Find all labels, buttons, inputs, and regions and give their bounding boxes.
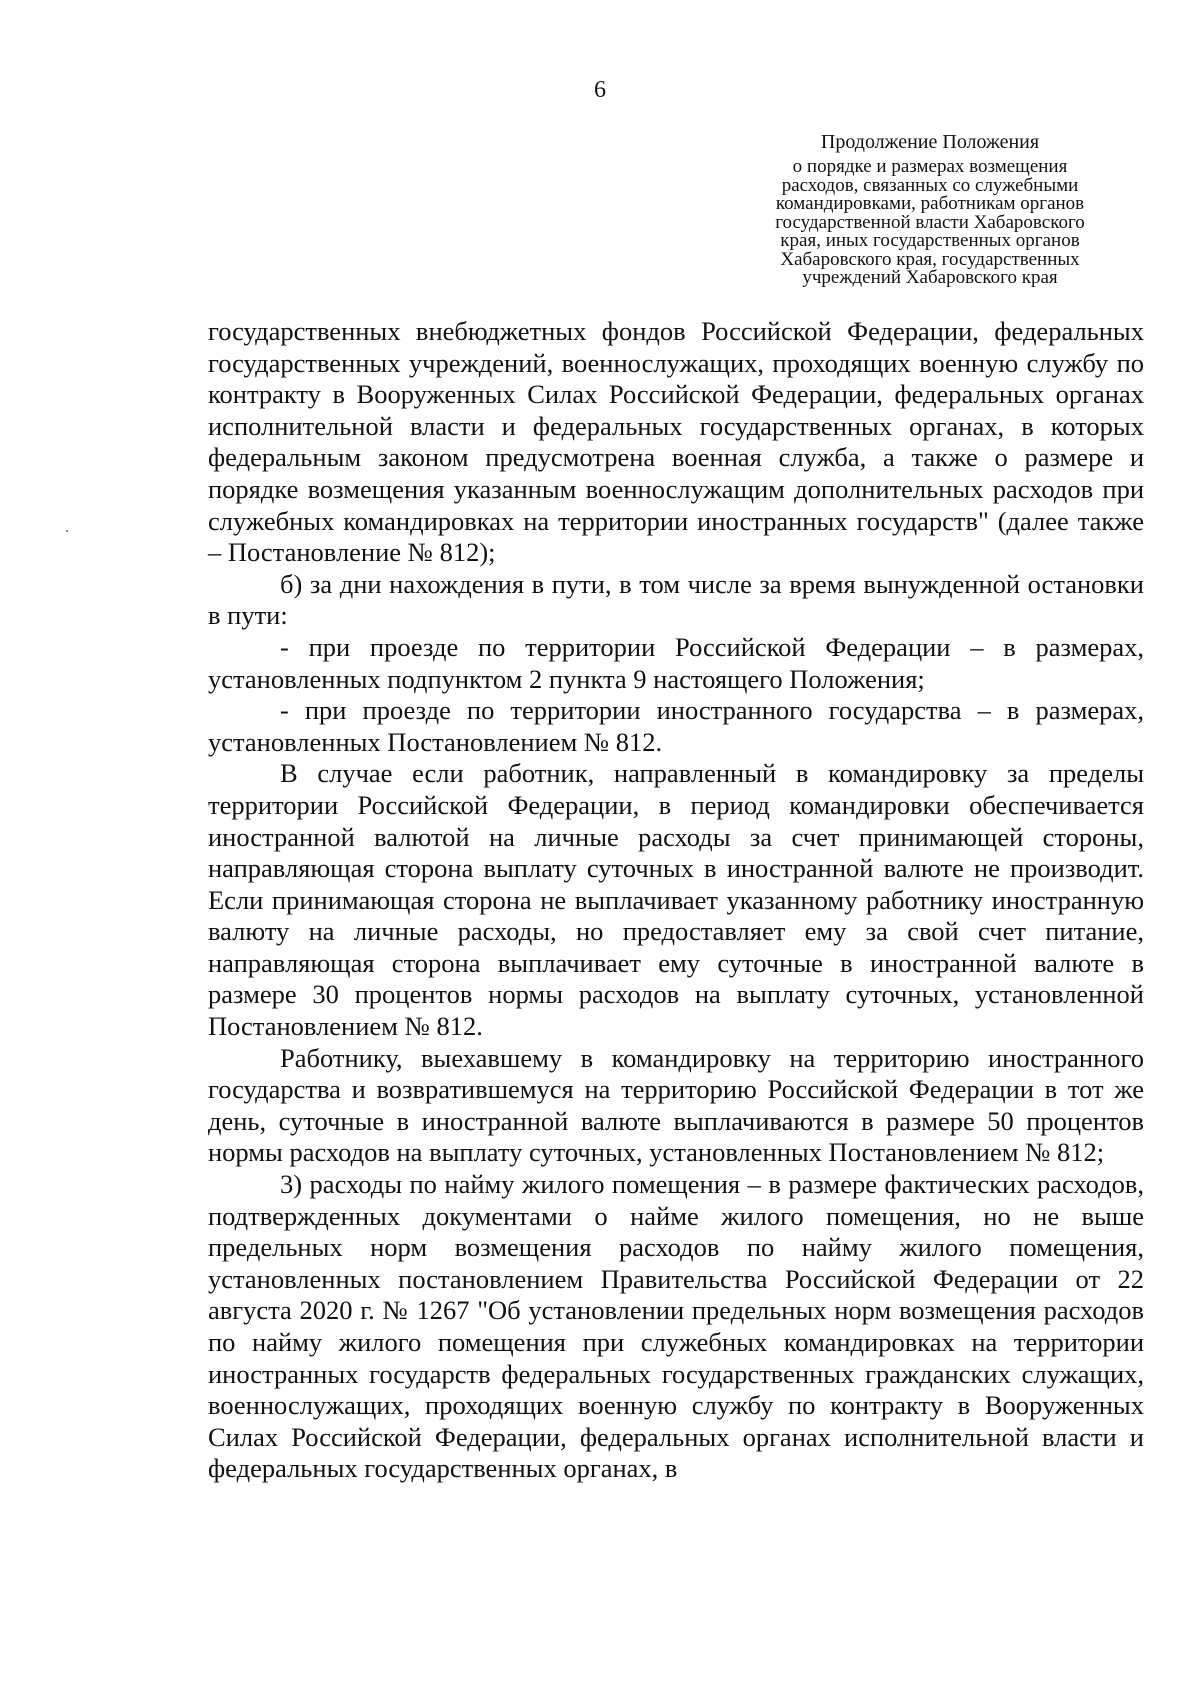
body-paragraph: В случае если работник, направленный в командировку за пределы территории Российской Федерации, в период командировки обеспечивается иностранной валютой на личные расходы за счет принимающей стороны, направляющая сторона выплату суточных в иностранной валюте не производит. Если принимающая сторона не выплачивает указанному работнику иностранную валюту на личные расходы, но предоставляет ему за свой счет питание, направляющая сторона выплачивает ему суточные в иностранной валюте в размере 30 процентов нормы расходов на выплату суточных, установленной Постановлением № 812. <box>208 758 1144 1042</box>
scan-speck <box>66 530 68 532</box>
heading-line: о порядке и размерах возмещения <box>792 156 1068 177</box>
page-number: 6 <box>594 77 606 103</box>
body-paragraph: - при проезде по территории Российской Федерации – в размерах, установленных подпунктом 2 пункта 9 настоящего Положения; <box>208 631 1144 694</box>
body-paragraph: государственных внебюджетных фондов Российской Федерации, федеральных государственных учреждений, военнослужащих, проходящих военную службу по контракту в Вооруженных Силах Российской Федерации, федеральных органах исполнительной власти и федеральных государственных органах, в которых федеральным законом предусмотрена военная служба, а также о размере и порядке возмещения указанным военнослужащим дополнительных расходов при служебных командировках на территории иностранных государств" (далее также – Постановление № 812); <box>208 316 1144 568</box>
continuation-heading <box>700 130 1160 288</box>
heading-title: Продолжение Положения <box>820 131 1040 153</box>
body-paragraph: б) за дни нахождения в пути, в том числе за время вынужденной остановки в пути: <box>208 568 1144 631</box>
heading-line: Хабаровского края, государственных <box>780 248 1080 270</box>
heading-line: учреждений Хабаровского края <box>802 267 1058 288</box>
heading-line: государственной власти Хабаровского <box>775 211 1085 233</box>
heading-line: командировками, работникам органов <box>775 193 1085 214</box>
heading-line: расходов, связанных со служебными <box>781 174 1079 196</box>
document-body <box>208 316 1144 1485</box>
body-paragraph: 3) расходы по найму жилого помещения – в размере фактических расходов, подтвержденных документами о найме жилого помещения, но не выше предельных норм возмещения расходов по найму жилого помещения, установленных постановлением Правительства Российской Федерации от 22 августа 2020 г. № 1267 "Об установлении предельных норм возмещения расходов по найму жилого помещения при служебных командировках на территории иностранных государств федеральных государственных гражданских служащих, военнослужащих, проходящих военную службу по контракту в Вооруженных Силах Российской Федерации, федеральных органах исполнительной власти и федеральных государственных органах, в <box>208 1169 1144 1484</box>
body-paragraph: - при проезде по территории иностранного государства – в размерах, установленных Постановлением № 812. <box>208 695 1144 757</box>
heading-line: края, иных государственных органов <box>780 230 1080 251</box>
body-paragraph: Работнику, выехавшему в командировку на территорию иностранного государства и возвратившемуся на территорию Российской Федерации в тот же день, суточные в иностранной валюте выплачиваются в размере 50 процентов нормы расходов на выплату суточных, установленных Постановлением № 812; <box>208 1042 1144 1168</box>
